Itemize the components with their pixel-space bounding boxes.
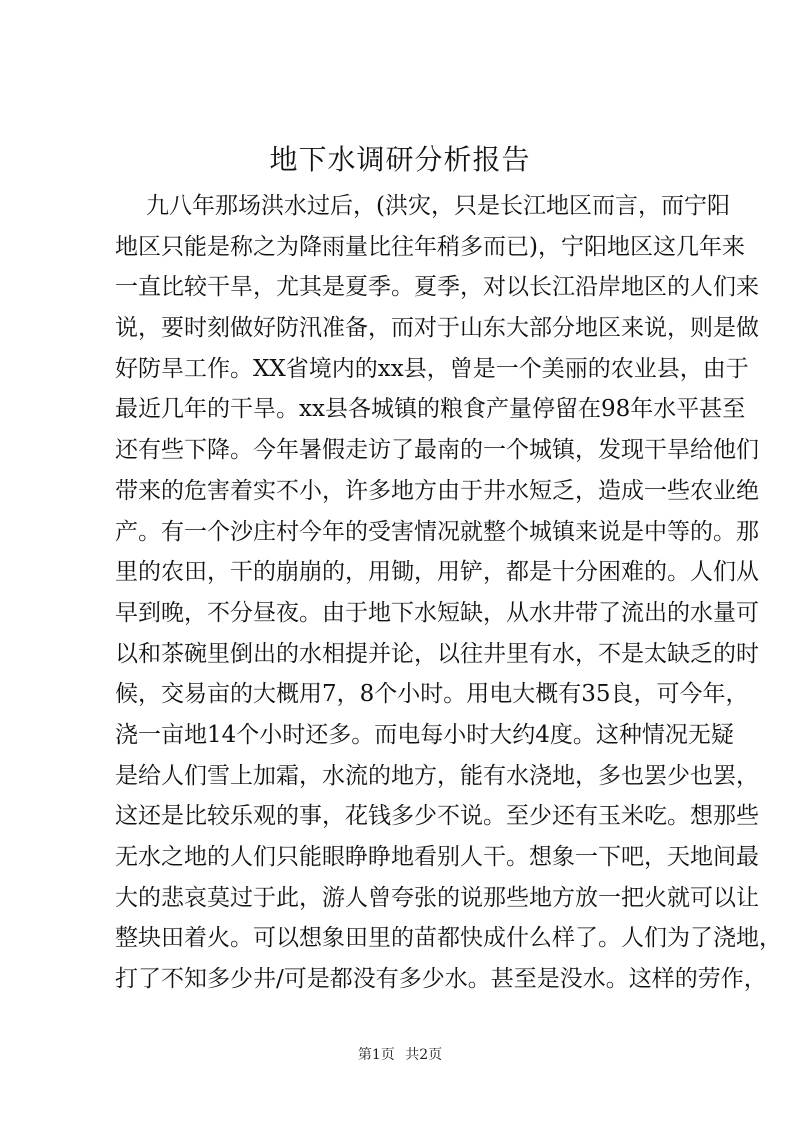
text-line: 地区只能是称之为降雨量比往年稍多而已)，宁阳地区这几年来 [115, 233, 745, 260]
text-line: 产。有一个沙庄村今年的受害情况就整个城镇来说是中等的。那 [115, 518, 759, 545]
page-title: 地下水调研分析报告 [269, 143, 531, 176]
page-footer [0, 1045, 800, 1065]
text-line: 最近几年的干旱。xx县各城镇的粮食产量停留在98年水平甚至 [115, 396, 746, 423]
text-line: 打了不知多少井/可是都没有多少水。甚至是没水。这样的劳作， [115, 966, 767, 993]
page-total: 共2页 [405, 1047, 443, 1063]
text-line: 还有些下降。今年暑假走访了最南的一个城镇，发现干旱给他们 [115, 437, 759, 464]
text-line: 无水之地的人们只能眼睁睁地看别人干。想象一下吧，天地间最 [115, 844, 759, 870]
page-number: 第1页 [357, 1047, 395, 1063]
text-line: 浇一亩地14个小时还多。而电每小时大约4度。这种情况无疑 [115, 721, 734, 748]
text-line: 以和茶碗里倒出的水相提并论，以往井里有水，不是太缺乏的时 [115, 640, 759, 667]
text-line: 大的悲哀莫过于此，游人曾夸张的说那些地方放一把火就可以让 [115, 884, 759, 911]
text-line: 说，要时刻做好防汛准备，而对于山东大部分地区来说，则是做 [115, 315, 759, 342]
text-line: 好防旱工作。XX省境内的xx县，曾是一个美丽的农业县，由于 [115, 355, 749, 382]
text-line: 九八年那场洪水过后，(洪灾，只是长江地区而言，而宁阳 [146, 193, 730, 219]
text-line: 一直比较干旱，尤其是夏季。夏季，对以长江沿岸地区的人们来 [115, 274, 759, 301]
text-line: 整块田着火。可以想象田里的苗都快成什么样了。人们为了浇地， [115, 925, 782, 952]
text-line: 早到晚，不分昼夜。由于地下水短缺，从水井带了流出的水量可 [115, 599, 759, 626]
body-text [115, 186, 782, 1000]
text-line: 是给人们雪上加霜，水流的地方，能有水浇地，多也罢少也罢， [115, 762, 759, 789]
text-line: 这还是比较乐观的事，花钱多少不说。至少还有玉米吃。想那些 [115, 803, 759, 830]
text-line: 候，交易亩的大概用7，8个小时。用电大概有35良，可今年， [115, 681, 749, 708]
text-line: 带来的危害着实不小，许多地方由于井水短乏，造成一些农业绝 [115, 477, 759, 504]
text-line: 里的农田，干的崩崩的，用锄，用铲，都是十分困难的。人们从 [115, 559, 759, 586]
